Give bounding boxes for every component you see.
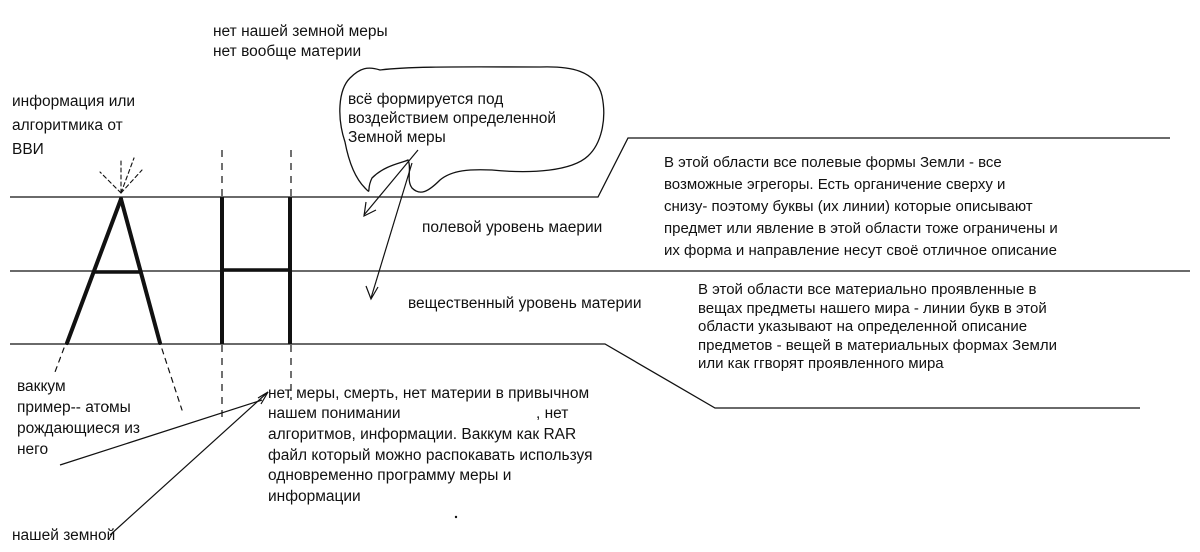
- no-measure-text-line-2: нашем понимании: [268, 405, 401, 422]
- letter-a-right-extension: [162, 349, 182, 410]
- info-label: информация или алгоритмика от ВВИ: [12, 93, 136, 158]
- matter-area-description: В этой области все материально проявленные в вещах предметы нашего мира - линии букв в этой области указывают на определенной описание предметов - вещей в материальных формах Земли или как ггворят проявленного мира: [698, 281, 1057, 372]
- letter-a-apex-rays: [100, 158, 142, 193]
- bottom-label: нашей земной: [12, 527, 116, 544]
- matter-level-label: вещественный уровень материи: [408, 295, 642, 312]
- no-measure-text-line-1: нет меры, смерть, нет материи в привычном: [268, 385, 590, 402]
- no-measure-text-line-2-tail: , нет: [536, 405, 569, 422]
- letter-a-drawing: [55, 158, 182, 410]
- vacuum-label: ваккум пример-- атомы рождающиеся из него: [17, 378, 140, 458]
- top-caption-line-1: нет нашей земной меры: [213, 23, 388, 40]
- speech-bubble-text: всё формируется под воздействием определенной Земной меры: [348, 91, 557, 146]
- field-level-label: полевой уровень маерии: [422, 219, 603, 236]
- field-area-description: В этой области все полевые формы Земли - все возможные эгрегоры. Есть органичение сверху и снизу- поэтому буквы (их линии) которые описывают предмет или явление в этой области тоже ограничены и их форма и направление несут своё отличное описание: [664, 154, 1058, 259]
- arrow-to-matter-level: [371, 163, 412, 298]
- letter-h-drawing: [222, 150, 291, 420]
- top-caption-line-2: нет вообще материи: [213, 43, 362, 60]
- letter-a-left-extension: [55, 348, 64, 372]
- no-measure-text-rest: алгоритмов, информации. Ваккум как RAR файл который можно распокавать используя одновременно программу меры и информации: [268, 426, 593, 505]
